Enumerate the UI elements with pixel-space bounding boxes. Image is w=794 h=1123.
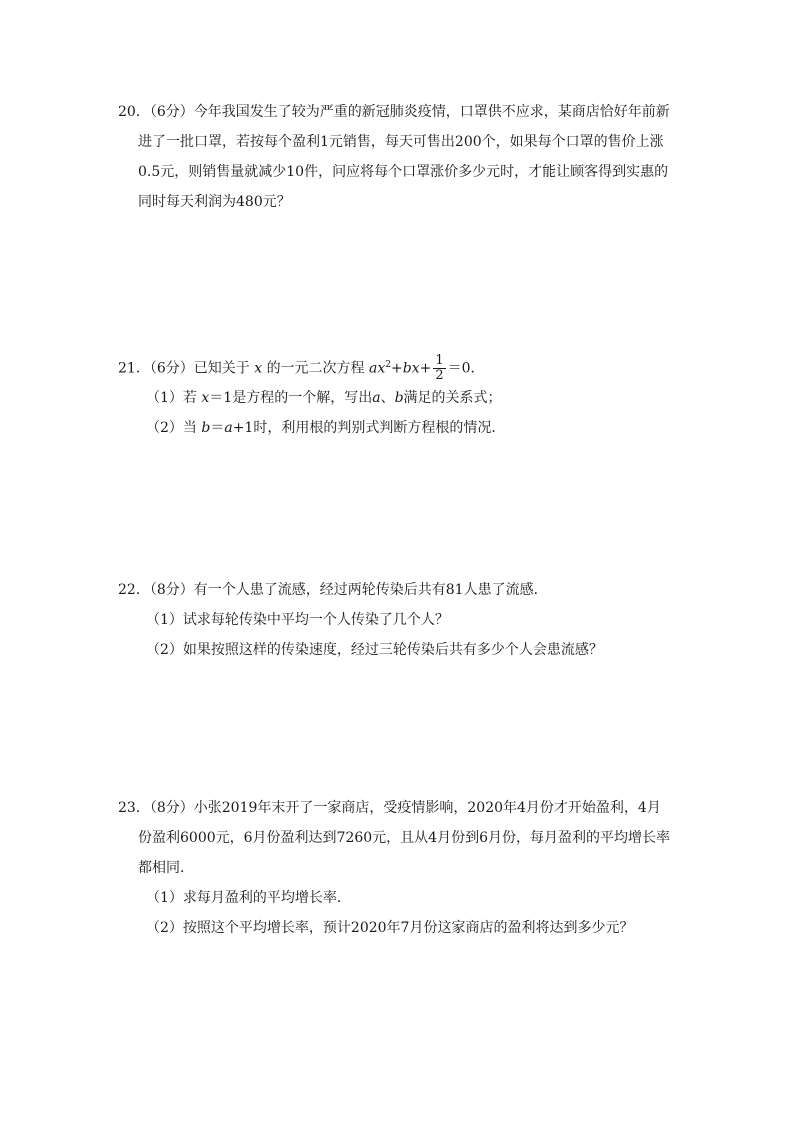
variable-a: a: [372, 390, 381, 406]
separator: 、: [380, 390, 395, 406]
question-21-stem: [118, 350, 688, 384]
sub-label: （2）当: [146, 420, 197, 436]
equation-bx: bx: [402, 360, 420, 377]
sub-text: +1时，利用根的判别式判断方程根的情况．: [232, 420, 506, 436]
equation-plus: +: [419, 360, 432, 377]
question-21-sub-1: [118, 386, 688, 410]
sub-text: ＝1是方程的一个解，写出: [209, 390, 373, 406]
question-22: [118, 578, 688, 668]
question-20-line-3: 0.5元，则销售量就减少10件，问应将每个口罩涨价多少元时，才能让顾客得到实惠的: [138, 164, 669, 180]
fraction-denominator: 2: [435, 368, 444, 384]
question-22-sub-2: （2）如果按照这样的传染速度，经过三轮传染后共有多少个人会患流感？: [146, 642, 603, 658]
question-score: （8分）: [149, 800, 194, 816]
stem-text: 已知关于: [193, 360, 250, 377]
question-23-line-3: 都相同．: [138, 860, 194, 876]
question-text: 有一个人患了流感，经过两轮传染后共有81人患了流感．: [193, 582, 548, 598]
equation-exponent: 2: [385, 360, 391, 370]
question-number: 22．: [118, 582, 150, 598]
question-22-sub-1: （1）试求每轮传染中平均一个人传染了几个人？: [146, 612, 449, 628]
sub-label: （1）若: [146, 390, 197, 406]
question-text: 今年我国发生了较为严重的新冠肺炎疫情，口罩供不应求，某商店恰好年前新: [193, 104, 670, 120]
question-23-sub-1: （1）求每月盈利的平均增长率．: [146, 890, 351, 906]
question-20: [118, 100, 688, 220]
question-number: 20．: [118, 104, 150, 120]
question-score: （8分）: [149, 582, 194, 598]
fraction-numerator: 1: [435, 353, 444, 369]
question-20-line-1: [118, 100, 688, 124]
question-23-sub-2: （2）按照这个平均增长率，预计2020年7月份这家商店的盈利将达到多少元？: [146, 920, 634, 936]
question-23-line-1: [118, 796, 688, 820]
equation-tail: ＝0．: [447, 360, 485, 377]
question-21-sub-2: [118, 416, 688, 440]
variable-b: b: [201, 420, 211, 436]
equals-sign: ＝: [210, 420, 225, 436]
stem-text: 的一元二次方程: [266, 360, 365, 377]
equation-plus: +: [391, 360, 403, 377]
variable-a: a: [224, 420, 233, 436]
question-23-line-2: 份盈利6000元，6月份盈利达到7260元，且从4月份到6月份，每月盈利的平均增长率: [138, 830, 670, 846]
question-text: 小张2019年末开了一家商店，受疫情影响，2020年4月份才开始盈利，4月: [193, 800, 661, 816]
question-score: （6分）: [149, 360, 194, 377]
question-21: [118, 350, 688, 446]
variable-x: x: [201, 390, 210, 406]
variable-x: x: [254, 360, 263, 377]
question-22-stem: [118, 578, 688, 602]
variable-b: b: [394, 390, 404, 406]
question-20-line-4: 同时每天利润为480元？: [138, 194, 291, 210]
question-20-line-2: 进了一批口罩，若按每个盈利1元销售，每天可售出200个，如果每个口罩的售价上涨: [138, 134, 664, 150]
fraction-one-half: [433, 354, 445, 383]
question-score: （6分）: [149, 104, 194, 120]
sub-text: 满足的关系式；: [403, 390, 502, 406]
question-23: [118, 796, 688, 946]
question-number: 21．: [118, 360, 150, 377]
equation-ax: ax: [369, 360, 386, 377]
question-number: 23．: [118, 800, 150, 816]
